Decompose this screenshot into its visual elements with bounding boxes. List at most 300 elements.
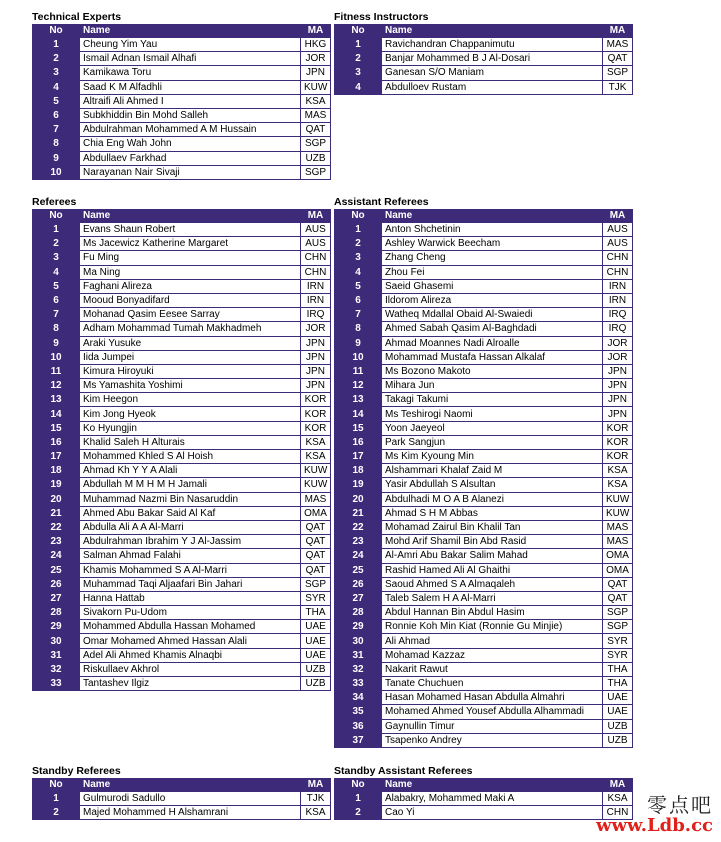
section-title: Assistant Referees	[334, 196, 429, 208]
column-header-name: Name	[382, 25, 603, 38]
table-row	[335, 223, 633, 237]
row-number: 30	[33, 634, 80, 648]
official-name: Araki Yusuke	[80, 336, 301, 350]
member-association: IRN	[301, 279, 331, 293]
row-number: 10	[33, 165, 80, 179]
member-association: CHN	[301, 265, 331, 279]
row-number: 24	[33, 549, 80, 563]
member-association: IRQ	[301, 308, 331, 322]
official-name: Tanate Chuchuen	[382, 677, 603, 691]
row-number: 32	[335, 662, 382, 676]
official-name: Mooud Bonyadifard	[80, 293, 301, 307]
row-number: 26	[335, 577, 382, 591]
member-association: THA	[603, 677, 633, 691]
row-number: 6	[335, 293, 382, 307]
table-row	[335, 364, 633, 378]
member-association: SGP	[301, 577, 331, 591]
table-row	[33, 520, 331, 534]
member-association: QAT	[301, 123, 331, 137]
row-number: 20	[33, 492, 80, 506]
header-row	[33, 25, 331, 38]
member-association: UZB	[603, 733, 633, 747]
table-row	[335, 806, 633, 820]
table-row	[33, 165, 331, 179]
row-number: 31	[335, 648, 382, 662]
section-standby-referees	[32, 765, 331, 820]
roster-table	[334, 209, 633, 748]
section-title: Standby Assistant Referees	[334, 765, 473, 777]
row-number: 1	[335, 792, 382, 806]
official-name: Anton Shchetinin	[382, 223, 603, 237]
official-name: Mohd Arif Shamil Bin Abd Rasid	[382, 535, 603, 549]
row-number: 9	[335, 336, 382, 350]
row-number: 36	[335, 719, 382, 733]
row-number: 3	[33, 251, 80, 265]
member-association: AUS	[603, 237, 633, 251]
row-number: 5	[33, 279, 80, 293]
member-association: OMA	[603, 563, 633, 577]
row-number: 1	[33, 223, 80, 237]
row-number: 37	[335, 733, 382, 747]
row-number: 2	[335, 237, 382, 251]
member-association: JPN	[301, 364, 331, 378]
member-association: JPN	[301, 66, 331, 80]
table-row	[33, 606, 331, 620]
official-name: Ahmad Moannes Nadi Alroalle	[382, 336, 603, 350]
member-association: AUS	[301, 237, 331, 251]
row-number: 2	[33, 237, 80, 251]
table-row	[33, 223, 331, 237]
member-association: KUW	[301, 80, 331, 94]
section-fitness-instructors	[334, 11, 633, 95]
member-association: UZB	[301, 151, 331, 165]
official-name: Park Sangjun	[382, 435, 603, 449]
member-association: UAE	[301, 634, 331, 648]
member-association: KSA	[603, 478, 633, 492]
member-association: SGP	[301, 165, 331, 179]
column-header-ma: MA	[301, 25, 331, 38]
row-number: 9	[33, 336, 80, 350]
member-association: IRQ	[603, 308, 633, 322]
table-row	[335, 237, 633, 251]
official-name: Ahmad S H M Abbas	[382, 506, 603, 520]
member-association: THA	[603, 662, 633, 676]
member-association: KOR	[301, 393, 331, 407]
member-association: SGP	[301, 137, 331, 151]
official-name: Nakarit Rawut	[382, 662, 603, 676]
table-row	[33, 265, 331, 279]
official-name: Ma Ning	[80, 265, 301, 279]
table-row	[335, 308, 633, 322]
column-header-name: Name	[382, 779, 603, 792]
table-row	[33, 279, 331, 293]
row-number: 20	[335, 492, 382, 506]
table-row	[335, 705, 633, 719]
member-association: OMA	[301, 506, 331, 520]
official-name: Chia Eng Wah John	[80, 137, 301, 151]
table-row	[33, 549, 331, 563]
table-row	[335, 450, 633, 464]
official-name: Sivakorn Pu-Udom	[80, 606, 301, 620]
official-name: Zhou Fei	[382, 265, 603, 279]
table-row	[33, 66, 331, 80]
member-association: KUW	[301, 464, 331, 478]
official-name: Narayanan Nair Sivaji	[80, 165, 301, 179]
table-row	[335, 435, 633, 449]
row-number: 6	[33, 293, 80, 307]
member-association: IRQ	[603, 322, 633, 336]
table-row	[33, 792, 331, 806]
row-number: 2	[33, 52, 80, 66]
row-number: 15	[33, 421, 80, 435]
member-association: SGP	[603, 620, 633, 634]
row-number: 13	[335, 393, 382, 407]
official-name: Rashid Hamed Ali Al Ghaithi	[382, 563, 603, 577]
row-number: 10	[335, 350, 382, 364]
member-association: CHN	[603, 251, 633, 265]
official-name: Ismail Adnan Ismail Alhafi	[80, 52, 301, 66]
official-name: Tantashev Ilgiz	[80, 677, 301, 691]
row-number: 11	[335, 364, 382, 378]
official-name: Zhang Cheng	[382, 251, 603, 265]
table-row	[33, 648, 331, 662]
official-name: Mohamed Ahmed Yousef Abdulla Alhammadi	[382, 705, 603, 719]
table-row	[335, 379, 633, 393]
member-association: CHN	[603, 265, 633, 279]
section-title: Fitness Instructors	[334, 11, 429, 23]
member-association: KOR	[301, 407, 331, 421]
row-number: 5	[33, 94, 80, 108]
column-header-ma: MA	[603, 25, 633, 38]
official-name: Mohanad Qasim Eesee Sarray	[80, 308, 301, 322]
official-name: Yoon Jaeyeol	[382, 421, 603, 435]
official-name: Adel Ali Ahmed Khamis Alnaqbi	[80, 648, 301, 662]
member-association: JPN	[603, 364, 633, 378]
column-header-ma: MA	[603, 779, 633, 792]
member-association: OMA	[603, 549, 633, 563]
member-association: SYR	[301, 591, 331, 605]
member-association: UAE	[603, 705, 633, 719]
table-row	[33, 364, 331, 378]
table-row	[33, 336, 331, 350]
section-assistant-referees	[334, 196, 633, 748]
official-name: Cao Yi	[382, 806, 603, 820]
row-number: 15	[335, 421, 382, 435]
official-name: Abdullaev Farkhad	[80, 151, 301, 165]
column-header-name: Name	[80, 779, 301, 792]
row-number: 2	[335, 52, 382, 66]
member-association: QAT	[301, 563, 331, 577]
member-association: UAE	[603, 691, 633, 705]
table-row	[33, 435, 331, 449]
row-number: 12	[33, 379, 80, 393]
column-header-no: No	[33, 210, 80, 223]
row-number: 10	[33, 350, 80, 364]
table-row	[33, 806, 331, 820]
member-association: MAS	[301, 492, 331, 506]
header-row	[33, 779, 331, 792]
official-name: Kamikawa Toru	[80, 66, 301, 80]
row-number: 24	[335, 549, 382, 563]
official-name: Subkhiddin Bin Mohd Salleh	[80, 108, 301, 122]
row-number: 17	[33, 450, 80, 464]
member-association: JPN	[301, 379, 331, 393]
member-association: QAT	[603, 52, 633, 66]
official-name: Mihara Jun	[382, 379, 603, 393]
table-row	[335, 279, 633, 293]
column-header-ma: MA	[603, 210, 633, 223]
official-name: Kimura Hiroyuki	[80, 364, 301, 378]
member-association: SGP	[603, 66, 633, 80]
official-name: Ko Hyungjin	[80, 421, 301, 435]
row-number: 12	[335, 379, 382, 393]
official-name: Abdul Hannan Bin Abdul Hasim	[382, 606, 603, 620]
section-title: Referees	[32, 196, 77, 208]
member-association: AUS	[301, 223, 331, 237]
table-row	[335, 577, 633, 591]
table-row	[33, 591, 331, 605]
row-number: 4	[335, 80, 382, 94]
member-association: JOR	[301, 52, 331, 66]
member-association: KOR	[301, 421, 331, 435]
table-row	[335, 80, 633, 94]
row-number: 23	[335, 535, 382, 549]
official-name: Mohammed Abdulla Hassan Mohamed	[80, 620, 301, 634]
official-name: Mohamad Kazzaz	[382, 648, 603, 662]
official-name: Alabakry, Mohammed Maki A	[382, 792, 603, 806]
column-header-no: No	[335, 210, 382, 223]
row-number: 17	[335, 450, 382, 464]
official-name: Abdulrahman Ibrahim Y J Al-Jassim	[80, 535, 301, 549]
table-row	[33, 563, 331, 577]
table-row	[33, 80, 331, 94]
member-association: JOR	[603, 336, 633, 350]
official-name: Muhammad Taqi Aljaafari Bin Jahari	[80, 577, 301, 591]
table-row	[335, 506, 633, 520]
roster-table	[334, 24, 633, 95]
table-row	[335, 293, 633, 307]
roster-table	[32, 778, 331, 820]
official-name: Tsapenko Andrey	[382, 733, 603, 747]
official-name: Kim Heegon	[80, 393, 301, 407]
row-number: 18	[33, 464, 80, 478]
row-number: 13	[33, 393, 80, 407]
table-row	[33, 137, 331, 151]
table-row	[335, 591, 633, 605]
official-name: Ganesan S/O Maniam	[382, 66, 603, 80]
row-number: 23	[33, 535, 80, 549]
table-row	[33, 151, 331, 165]
official-name: Hanna Hattab	[80, 591, 301, 605]
member-association: KOR	[603, 421, 633, 435]
official-name: Faghani Alireza	[80, 279, 301, 293]
table-row	[335, 792, 633, 806]
official-name: Watheq Mdallal Obaid Al-Swaiedi	[382, 308, 603, 322]
table-row	[335, 634, 633, 648]
roster-table	[32, 24, 331, 180]
row-number: 4	[335, 265, 382, 279]
member-association: MAS	[603, 38, 633, 52]
member-association: JPN	[603, 393, 633, 407]
member-association: IRN	[603, 293, 633, 307]
member-association: IRN	[603, 279, 633, 293]
official-name: Ms Jacewicz Katherine Margaret	[80, 237, 301, 251]
row-number: 1	[33, 38, 80, 52]
table-row	[335, 322, 633, 336]
column-header-ma: MA	[301, 210, 331, 223]
section-technical-experts	[32, 11, 331, 180]
official-name: Evans Shaun Robert	[80, 223, 301, 237]
column-header-name: Name	[80, 210, 301, 223]
table-row	[33, 393, 331, 407]
official-name: Khamis Mohammed S A Al-Marri	[80, 563, 301, 577]
official-name: Hasan Mohamed Hasan Abdulla Almahri	[382, 691, 603, 705]
official-name: Abdulla Ali A A Al-Marri	[80, 520, 301, 534]
table-row	[335, 620, 633, 634]
row-number: 31	[33, 648, 80, 662]
member-association: KSA	[301, 806, 331, 820]
member-association: KSA	[603, 464, 633, 478]
table-row	[33, 450, 331, 464]
header-row	[33, 210, 331, 223]
row-number: 32	[33, 662, 80, 676]
table-row	[335, 606, 633, 620]
official-name: Takagi Takumi	[382, 393, 603, 407]
row-number: 34	[335, 691, 382, 705]
header-row	[335, 25, 633, 38]
table-row	[335, 691, 633, 705]
member-association: MAS	[603, 520, 633, 534]
member-association: QAT	[301, 520, 331, 534]
row-number: 27	[33, 591, 80, 605]
table-row	[33, 52, 331, 66]
member-association: IRN	[301, 293, 331, 307]
table-row	[335, 251, 633, 265]
official-name: Abdulloev Rustam	[382, 80, 603, 94]
table-row	[335, 648, 633, 662]
member-association: JOR	[301, 322, 331, 336]
official-name: Alshammari Khalaf Zaid M	[382, 464, 603, 478]
table-row	[335, 52, 633, 66]
column-header-name: Name	[382, 210, 603, 223]
table-row	[335, 265, 633, 279]
column-header-no: No	[33, 25, 80, 38]
table-row	[335, 464, 633, 478]
header-row	[335, 210, 633, 223]
section-title: Standby Referees	[32, 765, 121, 777]
official-name: Omar Mohamed Ahmed Hassan Alali	[80, 634, 301, 648]
table-row	[335, 393, 633, 407]
row-number: 4	[33, 80, 80, 94]
row-number: 21	[33, 506, 80, 520]
official-name: Ali Ahmad	[382, 634, 603, 648]
table-row	[335, 407, 633, 421]
member-association: UZB	[301, 677, 331, 691]
table-row	[335, 421, 633, 435]
table-row	[33, 492, 331, 506]
member-association: QAT	[603, 591, 633, 605]
member-association: UZB	[603, 719, 633, 733]
row-number: 8	[33, 322, 80, 336]
official-name: Ravichandran Chappanimutu	[382, 38, 603, 52]
official-name: Iida Jumpei	[80, 350, 301, 364]
watermark-chinese: 零点吧	[647, 793, 713, 817]
column-header-no: No	[335, 779, 382, 792]
member-association: KUW	[603, 492, 633, 506]
row-number: 14	[335, 407, 382, 421]
table-row	[33, 379, 331, 393]
member-association: KUW	[301, 478, 331, 492]
official-name: Riskullaev Akhrol	[80, 662, 301, 676]
table-row	[33, 251, 331, 265]
official-name: Ms Yamashita Yoshimi	[80, 379, 301, 393]
row-number: 28	[335, 606, 382, 620]
official-name: Khalid Saleh H Alturais	[80, 435, 301, 449]
member-association: MAS	[603, 535, 633, 549]
table-row	[33, 577, 331, 591]
table-row	[33, 108, 331, 122]
member-association: KSA	[301, 94, 331, 108]
official-name: Abdulrahman Mohammed A M Hussain	[80, 123, 301, 137]
table-row	[33, 634, 331, 648]
member-association: UAE	[301, 620, 331, 634]
row-number: 19	[335, 478, 382, 492]
row-number: 3	[335, 66, 382, 80]
official-name: Muhammad Nazmi Bin Nasaruddin	[80, 492, 301, 506]
row-number: 18	[335, 464, 382, 478]
column-header-ma: MA	[301, 779, 331, 792]
table-row	[33, 293, 331, 307]
member-association: KSA	[301, 450, 331, 464]
member-association: UZB	[301, 662, 331, 676]
official-name: Abdullah M M H M H Jamali	[80, 478, 301, 492]
section-referees	[32, 196, 331, 691]
row-number: 22	[335, 520, 382, 534]
row-number: 2	[33, 806, 80, 820]
official-name: Mohamad Zairul Bin Khalil Tan	[382, 520, 603, 534]
official-name: Gulmurodi Sadullo	[80, 792, 301, 806]
official-name: Kim Jong Hyeok	[80, 407, 301, 421]
member-association: JOR	[603, 350, 633, 364]
table-row	[335, 336, 633, 350]
header-row	[335, 779, 633, 792]
official-name: Ronnie Koh Min Kiat (Ronnie Gu Minjie)	[382, 620, 603, 634]
official-name: Taleb Salem H A Al-Marri	[382, 591, 603, 605]
table-row	[335, 66, 633, 80]
table-row	[335, 478, 633, 492]
official-name: Saad K M Alfadhli	[80, 80, 301, 94]
row-number: 8	[33, 137, 80, 151]
row-number: 14	[33, 407, 80, 421]
row-number: 26	[33, 577, 80, 591]
row-number: 22	[33, 520, 80, 534]
watermark	[596, 794, 713, 836]
row-number: 25	[33, 563, 80, 577]
member-association: CHN	[301, 251, 331, 265]
roster-table	[334, 778, 633, 820]
official-name: Salman Ahmad Falahi	[80, 549, 301, 563]
member-association: SYR	[603, 634, 633, 648]
official-name: Ashley Warwick Beecham	[382, 237, 603, 251]
official-name: Majed Mohammed H Alshamrani	[80, 806, 301, 820]
member-association: MAS	[301, 108, 331, 122]
row-number: 19	[33, 478, 80, 492]
member-association: TJK	[603, 80, 633, 94]
table-row	[33, 464, 331, 478]
row-number: 30	[335, 634, 382, 648]
row-number: 6	[33, 108, 80, 122]
table-row	[33, 350, 331, 364]
